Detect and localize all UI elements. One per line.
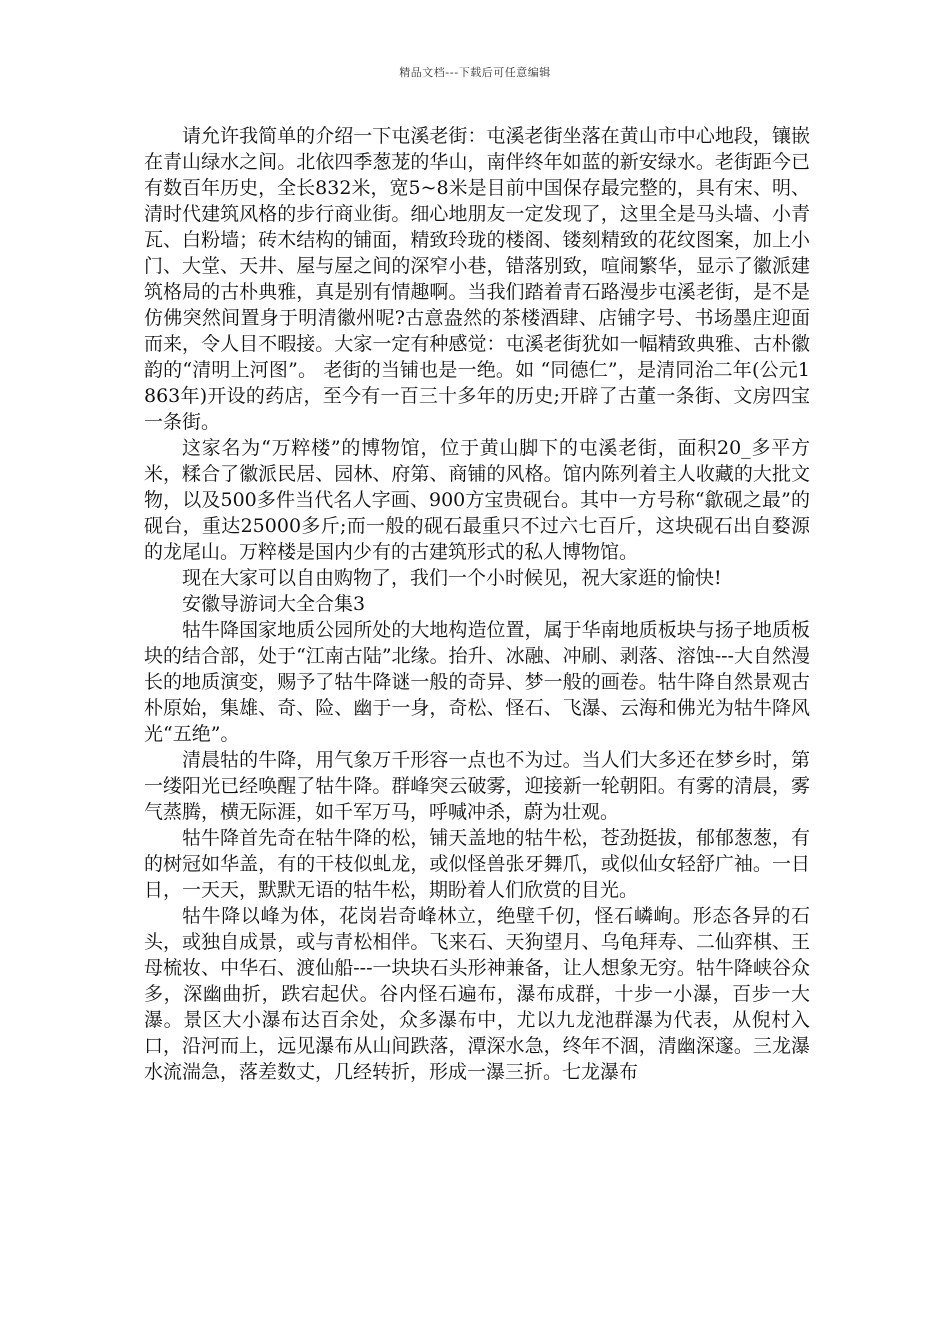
paragraph-pines: 牯牛降首先奇在牯牛降的松，铺天盖地的牯牛松，苍劲挺拔，郁郁葱葱，有的树冠如华盖，有的干枝似虬龙，或似怪兽张牙舞爪，或似仙女轻舒广袖。一日日，一天天，默默无语的牯牛松，期盼着人们欣赏的目光。 — [144, 827, 810, 901]
document-body — [144, 123, 810, 1085]
paragraph-tunxi-intro: 请允许我简单的介绍一下屯溪老街：屯溪老街坐落在黄山市中心地段，镶嵌在青山绿水之间。北依四季葱茏的华山，南伴终年如蓝的新安绿水。老街距今已有数百年历史，全长832米，宽5~8米是目前中国保存最完整的，具有宋、明、清时代建筑风格的步行商业街。细心地朋友一定发现了，这里全是马头墙、小青瓦、白粉墙；砖木结构的铺面，精致玲珑的楼阁、镂刻精致的花纹图案，加上小门、大堂、天井、屋与屋之间的深窄小巷，错落别致，喧闹繁华，显示了徽派建筑格局的古朴典雅，真是别有情趣啊。当我们踏着青石路漫步屯溪老街，是不是仿佛突然间置身于明清徽州呢?古意盎然的茶楼酒肆、店铺字号、书场墨庄迎面而来，令人目不暇接。大家一定有种感觉：屯溪老街犹如一幅精致典雅、古朴徽韵的“清明上河图”。 老街的当铺也是一绝。如 “同德仁”，是清同治二年(公元1863年)开设的药店，至今有一百三十多年的历史;开辟了古董一条街、文房四宝一条街。 — [144, 125, 810, 433]
paragraph-shopping: 现在大家可以自由购物了，我们一个小时候见，祝大家逛的愉快! — [182, 567, 722, 589]
page-header: 精品文档---下载后可任意编辑 — [399, 66, 551, 79]
paragraph-wancui-museum: 这家名为“万粹楼”的博物馆，位于黄山脚下的屯溪老街，面积20_多平方米，糅合了徽派民居、园林、府第、商铺的风格。馆内陈列着主人收藏的大批文物，以及500多件当代名人字画、900方宝贵砚台。其中一方号称“歙砚之最”的砚台，重达25000多斤;而一般的砚石最重只不过六七百斤，这块砚石出自婺源的龙尾山。万粹楼是国内少有的古建筑形式的私人博物馆。 — [144, 437, 810, 563]
paragraph-guniujiang-geology: 牯牛降国家地质公园所处的大地构造位置，属于华南地质板块与扬子地质板块的结合部，处于“江南古陆”北缘。抬升、冰融、冲刷、剥落、溶蚀---大自然漫长的地质演变，赐予了牯牛降谜一般的奇异、梦一般的画卷。牯牛降自然景观古朴原始，集雄、奇、险、幽于一身，奇松、怪石、飞瀑、云海和佛光为牯牛降风光“五绝”。 — [144, 619, 810, 745]
paragraph-morning: 清晨牯的牛降，用气象万千形容一点也不为过。当人们大多还在梦乡时，第一缕阳光已经唤醒了牯牛降。群峰突云破雾，迎接新一轮朝阳。有雾的清晨，雾气蒸腾，横无际涯，如千军万马，呼喊冲杀，蔚为壮观。 — [144, 749, 810, 823]
paragraph-peaks-waterfalls: 牯牛降以峰为体，花岗岩奇峰林立，绝壁千仞，怪石嶙峋。形态各异的石头，或独自成景，或与青松相伴。飞来石、天狗望月、乌龟拜寿、二仙弈棋、王母梳妆、中华石、渡仙船---一块块石头形神兼备，让人想象无穷。牯牛降峡谷众多，深幽曲折，跌宕起伏。谷内怪石遍布，瀑布成群，十步一小瀑，百步一大瀑。景区大小瀑布达百余处，众多瀑布中，尤以九龙池群瀑为代表，从倪村入口，沿河而上，远见瀑布从山间跌落，潭深水急，终年不涸，清幽深邃。三龙瀑水流湍急，落差数丈，几经转折，形成一瀑三折。七龙瀑布 — [144, 905, 810, 1083]
section-heading: 安徽导游词大全合集3 — [182, 593, 366, 615]
